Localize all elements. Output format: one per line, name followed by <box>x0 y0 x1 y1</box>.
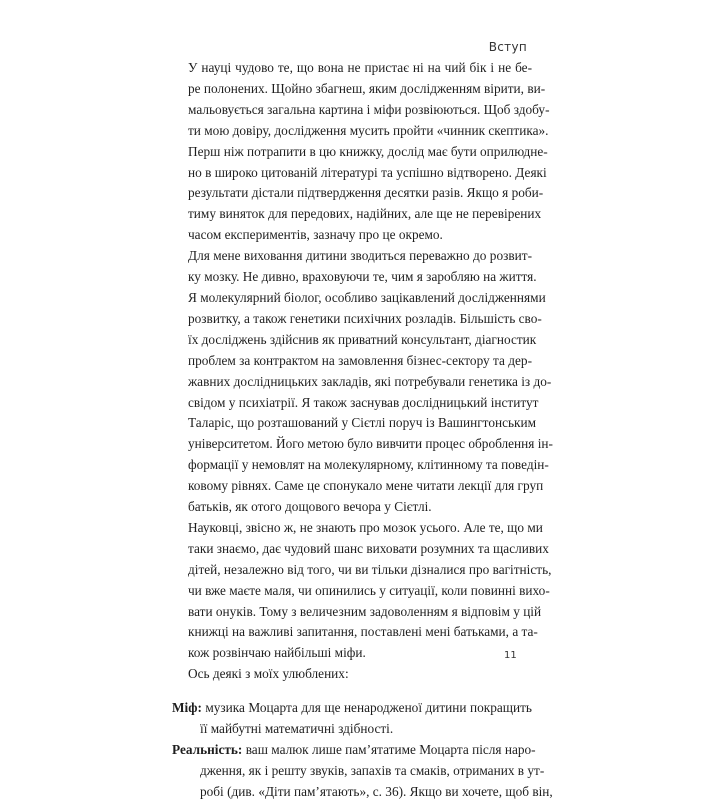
running-head: Вступ <box>488 40 527 54</box>
text-line: книжці на важливі запитання, поставлені мені батьками, а та- <box>188 624 538 640</box>
text-line: ти мою довіру, дослідження мусить пройти «чинник скептика». <box>188 122 549 138</box>
paragraph-1 <box>172 58 550 246</box>
text-line <box>172 698 532 719</box>
reality-term: Реальність: <box>172 742 243 757</box>
text-line: часом експериментів, зазначу про це окремо. <box>188 227 443 243</box>
myth-entry <box>172 698 532 740</box>
myth-text: музика Моцарта для ще ненародженої дитини покращить <box>205 700 532 716</box>
text-line: ковому рівнях. Саме це спонукало мене читати лекції для груп <box>188 478 544 494</box>
text-line: Перш ніж потрапити в цю книжку, дослід має бути оприлюдне- <box>188 143 548 159</box>
text-line: дітей, незалежно від того, чи ви тільки дізналися про вагітність, <box>188 561 552 577</box>
text-line: свідом у психіатрії. Я також заснував дослідницький інститут <box>188 394 539 410</box>
page-number: 11 <box>504 650 517 661</box>
text-line: розвитку, а також генетики психічних розладів. Більшість сво- <box>188 310 542 326</box>
text-line <box>172 740 536 761</box>
text-line: Ось деякі з моїх улюблених: <box>188 666 349 682</box>
text-line: їх досліджень здійснив як приватний консультант, діагностик <box>188 331 537 347</box>
text-line: робі (див. «Діти пам’ятають», с. 36). Якщо ви хочете, щоб він, <box>200 783 553 799</box>
text-line: батьків, як отого дощового вечора у Сієтлі. <box>188 499 432 515</box>
text-line: жавних дослідницьких закладів, які потребували генетика із до- <box>188 373 552 389</box>
text-line: Для мене виховання дитини зводиться переважно до розвит- <box>188 248 532 264</box>
text-line: кож розвінчаю найбільші міфи. <box>188 645 366 661</box>
text-line: таки знаємо, дає чудовий шанс виховати розумних та щасливих <box>188 540 549 556</box>
text-line: проблем за контрактом на замовлення бізнес-сектору та дер- <box>188 352 532 368</box>
text-line: чи вже маєте маля, чи опинились у ситуації, коли повинні вихо- <box>188 582 550 598</box>
text-line: Я молекулярний біолог, особливо зацікавлений дослідженнями <box>188 289 546 305</box>
text-line: У науці чудово те, що вона не пристає ні на чий бік і не бе- <box>188 60 532 75</box>
text-line: но в широко цитованій літературі та успішно відтворено. Деякі <box>188 164 547 180</box>
text-line: ку мозку. Не дивно, враховуючи те, чим я заробляю на життя. <box>188 269 537 285</box>
paragraph-3 <box>172 518 552 664</box>
reality-text: ваш малюк лише пам’ятатиме Моцарта після наро- <box>245 742 536 757</box>
reality-entry <box>172 740 553 803</box>
text-line: результати дістали підтвердження десятки разів. Якщо я роби- <box>188 185 544 201</box>
text-line: її майбутні математичні здібності. <box>200 721 394 737</box>
text-line: ре полонених. Щойно збагнеш, яким дослідженням вірити, ви- <box>188 80 546 96</box>
text-line: мальовується загальна картина і міфи розвіюються. Щоб здобу- <box>188 101 550 117</box>
body-text <box>172 58 553 803</box>
myth-term: Міф: <box>172 700 202 716</box>
text-line: Таларіс, що розташований у Сієтлі поруч із Вашингтонським <box>188 415 537 431</box>
text-line: вати онуків. Тому з величезним задоволенням я відповім у цій <box>188 603 542 619</box>
text-line: формації у немовлят на молекулярному, клітинному та поведін- <box>188 457 549 473</box>
paragraph-4 <box>172 664 532 685</box>
paragraph-2 <box>172 246 553 518</box>
text-line: тиму виняток для передових, надійних, але ще не перевірених <box>188 206 542 222</box>
section-gap <box>172 685 532 698</box>
text-line: університетом. Його метою було вивчити процес оброблення ін- <box>188 436 553 452</box>
text-line: Науковці, звісно ж, не знають про мозок усього. Але те, що ми <box>188 519 543 535</box>
text-line: дження, як і решту звуків, запахів та смаків, отриманих в ут- <box>200 762 545 778</box>
